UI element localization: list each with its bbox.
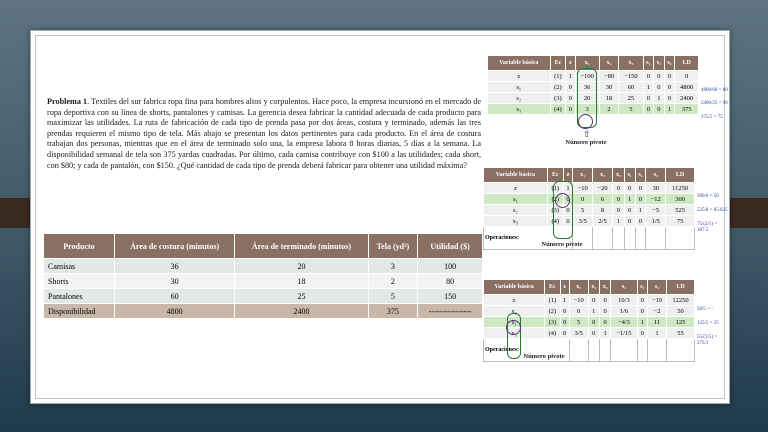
- cell: −1/15: [611, 328, 637, 339]
- cell: 100: [418, 259, 483, 274]
- cell: 1: [637, 317, 647, 328]
- cell: 10/3: [611, 295, 637, 306]
- cell: 0: [612, 194, 624, 205]
- cell: (2): [545, 306, 560, 317]
- tableau-row: [484, 183, 695, 194]
- cell: Disponibilidad: [44, 304, 115, 319]
- cell: 3: [368, 259, 418, 274]
- cell: 50: [667, 306, 695, 317]
- cell: 0: [643, 93, 654, 104]
- cell: 3: [575, 104, 599, 115]
- cell: x₃: [484, 328, 545, 339]
- tableau-row: [488, 71, 699, 82]
- ratio-note: 2400/25 = 96: [701, 101, 728, 106]
- cell: Camisas: [44, 259, 115, 274]
- col-header: x₃: [612, 168, 624, 183]
- col-header: x₁: [575, 56, 599, 71]
- cell: 0: [588, 317, 599, 328]
- operations-cell: [646, 227, 666, 250]
- cell: 0: [624, 216, 635, 227]
- cell: 2: [599, 104, 618, 115]
- ratio-note: 75/(2/5) = 187.5: [697, 222, 718, 233]
- tableau-header: [488, 56, 699, 71]
- ratio-note: 50/5 = −: [697, 307, 715, 312]
- operations-label: Operaciones:: [484, 339, 570, 362]
- cell: −150: [619, 71, 643, 82]
- cell: 20: [575, 93, 599, 104]
- cell: 0: [654, 71, 665, 82]
- cell: 60: [619, 82, 643, 93]
- col-header: LD: [675, 56, 699, 71]
- product-data-table: [43, 233, 483, 319]
- simplex-tableau-1: [487, 55, 699, 115]
- cell: (3): [547, 205, 563, 216]
- cell: 2/5: [593, 216, 613, 227]
- cell: 11250: [666, 183, 695, 194]
- operations-row: [484, 227, 695, 250]
- cell: 0: [643, 71, 654, 82]
- cell: 36: [114, 259, 234, 274]
- pivot-label: Número pivote: [565, 139, 607, 146]
- cell: 1/5: [646, 216, 666, 227]
- cell: (4): [545, 328, 560, 339]
- cell: s₁: [488, 82, 551, 93]
- pivot-label: Número pivote: [541, 241, 583, 248]
- cell: −10: [647, 295, 666, 306]
- cell: (4): [550, 104, 566, 115]
- col-header: LD: [667, 280, 695, 295]
- col-header: s₃: [646, 168, 666, 183]
- cell: −12: [646, 194, 666, 205]
- cell: s₁: [484, 194, 548, 205]
- col-header: s₂: [654, 56, 665, 71]
- cell: 1: [566, 71, 575, 82]
- cell: 4800: [675, 82, 699, 93]
- cell: 25: [235, 289, 368, 304]
- cell: 3/5: [573, 216, 593, 227]
- cell: 0: [560, 328, 569, 339]
- cell: 1/6: [611, 306, 637, 317]
- cell: 0: [624, 183, 635, 194]
- cell: −80: [599, 71, 618, 82]
- cell: 5: [569, 317, 588, 328]
- col-header: Variable básica: [484, 168, 548, 183]
- cell: 0: [635, 216, 646, 227]
- table-row: [44, 289, 483, 304]
- col-header: x₃: [619, 56, 643, 71]
- operations-cell: [635, 227, 646, 250]
- col-header: s₂: [637, 280, 647, 295]
- cell: 0: [643, 104, 654, 115]
- cell: 0: [563, 194, 572, 205]
- cell: (2): [550, 82, 566, 93]
- cell: 4800: [114, 304, 234, 319]
- cell: 0: [588, 295, 599, 306]
- cell: s₂: [484, 317, 545, 328]
- tableau-row: [484, 216, 695, 227]
- cell: 0: [566, 82, 575, 93]
- cell: −4/3: [611, 317, 637, 328]
- col-header: x₂: [593, 168, 613, 183]
- ratio-note: 525/8 = 65.625: [697, 208, 728, 213]
- cell: z: [488, 71, 551, 82]
- tableau-row: [484, 317, 695, 328]
- tableau-row: [484, 194, 695, 205]
- cell: 1: [664, 104, 675, 115]
- ratio-note: 125/5 = 25: [697, 321, 719, 326]
- col-header: LD: [666, 168, 695, 183]
- operations-cell: [624, 227, 635, 250]
- cell: 80: [418, 274, 483, 289]
- col-header: x₂: [599, 56, 618, 71]
- cell: (1): [550, 71, 566, 82]
- cell: (2): [547, 194, 563, 205]
- cell: 0: [654, 104, 665, 115]
- cell: 0: [560, 306, 569, 317]
- cell: 5: [368, 289, 418, 304]
- cell: 525: [666, 205, 695, 216]
- right-band: [724, 198, 768, 228]
- cell: (3): [550, 93, 566, 104]
- cell: 0: [599, 317, 610, 328]
- cell: 375: [675, 104, 699, 115]
- cell: 0: [612, 183, 624, 194]
- table-row: [44, 259, 483, 274]
- tableau-row: [484, 306, 695, 317]
- col-header: Ec: [545, 280, 560, 295]
- tableau-row: [488, 82, 699, 93]
- col-header: s₃: [647, 280, 666, 295]
- cell: 1: [654, 93, 665, 104]
- col-header: Variable básica: [484, 280, 545, 295]
- cell: 0: [654, 82, 665, 93]
- cell: −10: [569, 295, 588, 306]
- cell: 0: [569, 306, 588, 317]
- cell: 2400: [235, 304, 368, 319]
- cell: 0: [563, 216, 572, 227]
- cell: −5: [646, 205, 666, 216]
- cell: 0: [624, 205, 635, 216]
- tableau-row: [488, 93, 699, 104]
- col-header: Producto: [44, 234, 115, 259]
- cell: 0: [664, 71, 675, 82]
- tableau-header: [484, 280, 695, 295]
- tableau-row: [484, 295, 695, 306]
- cell: 5: [573, 205, 593, 216]
- col-header: s₁: [643, 56, 654, 71]
- cell: 55: [667, 328, 695, 339]
- operations-cell: [593, 227, 613, 250]
- cell: 0: [637, 306, 647, 317]
- operations-cell: [569, 339, 588, 362]
- cell: 1: [624, 194, 635, 205]
- operations-cell: [666, 227, 695, 250]
- cell: 30: [646, 183, 666, 194]
- col-header: x₁: [573, 168, 593, 183]
- cell: (4): [547, 216, 563, 227]
- tableau-row: [488, 104, 699, 115]
- cell: (1): [547, 183, 563, 194]
- problem-statement: [47, 97, 481, 171]
- col-header: s₂: [635, 168, 646, 183]
- up-arrow-icon: ⇧: [583, 129, 591, 139]
- operations-cell: [612, 227, 624, 250]
- ratio-note: 55/(3/5) = 275/3: [697, 335, 718, 346]
- cell: ----------------: [418, 304, 483, 319]
- cell: z: [484, 183, 548, 194]
- cell: 0: [573, 194, 593, 205]
- cell: 25: [619, 93, 643, 104]
- col-header: x₁: [569, 280, 588, 295]
- cell: 1: [635, 205, 646, 216]
- cell: 2400: [675, 93, 699, 104]
- cell: 11: [647, 317, 666, 328]
- cell: 0: [675, 71, 699, 82]
- col-header: z: [566, 56, 575, 71]
- cell: 0: [563, 205, 572, 216]
- col-header: s₁: [624, 168, 635, 183]
- cell: 150: [418, 289, 483, 304]
- cell: (3): [545, 317, 560, 328]
- cell: 1: [563, 183, 572, 194]
- cell: 0: [566, 93, 575, 104]
- operations-row: [484, 339, 695, 362]
- operations-label: Operaciones:: [484, 227, 573, 250]
- cell: 3/5: [569, 328, 588, 339]
- cell: 0: [566, 104, 575, 115]
- cell: 18: [599, 93, 618, 104]
- cell: Shorts: [44, 274, 115, 289]
- pivot-label: Número pivote: [523, 353, 565, 360]
- col-header: Área de costura (minutos): [114, 234, 234, 259]
- cell: 125: [667, 317, 695, 328]
- col-header: Tela (yd²): [368, 234, 418, 259]
- cell: −100: [575, 71, 599, 82]
- cell: 0: [637, 328, 647, 339]
- tableau-header: [484, 168, 695, 183]
- operations-cell: [637, 339, 647, 362]
- col-header: Ec: [550, 56, 566, 71]
- col-header: x₂: [588, 280, 599, 295]
- col-header: x₃: [599, 280, 610, 295]
- cell: 20: [235, 259, 368, 274]
- simplex-tableau-3: [483, 279, 695, 362]
- tableau-row: [484, 328, 695, 339]
- cell: s₃: [488, 104, 551, 115]
- problem-label: Problema 1: [47, 97, 88, 106]
- operations-cell: [647, 339, 666, 362]
- cell: 8: [593, 205, 613, 216]
- cell: 375: [368, 304, 418, 319]
- cell: 0: [588, 328, 599, 339]
- col-header: Variable básica: [488, 56, 551, 71]
- simplex-tableau-2: [483, 167, 695, 250]
- cell: 1: [643, 82, 654, 93]
- cell: 30: [599, 82, 618, 93]
- cell: 2: [368, 274, 418, 289]
- cell: s₂: [484, 205, 548, 216]
- col-header: Utilidad ($): [418, 234, 483, 259]
- cell: Pantalones: [44, 289, 115, 304]
- cell: −20: [593, 183, 613, 194]
- cell: 300: [666, 194, 695, 205]
- cell: x₃: [484, 216, 548, 227]
- table-row-availability: [44, 304, 483, 319]
- slide: [30, 30, 730, 404]
- cell: 0: [664, 82, 675, 93]
- cell: 30: [114, 274, 234, 289]
- col-header: z: [560, 280, 569, 295]
- col-header: Área de terminado (minutos): [235, 234, 368, 259]
- cell: 0: [599, 306, 610, 317]
- cell: 0: [560, 317, 569, 328]
- cell: 36: [575, 82, 599, 93]
- cell: 60: [114, 289, 234, 304]
- col-header: s₁: [611, 280, 637, 295]
- col-header: s₃: [664, 56, 675, 71]
- col-header: Ec: [547, 168, 563, 183]
- cell: 1: [599, 328, 610, 339]
- cell: 0: [635, 194, 646, 205]
- cell: 6: [593, 194, 613, 205]
- ratio-note: 375/5 = 75: [701, 115, 723, 120]
- cell: 75: [666, 216, 695, 227]
- ratio-note: 4800/60 = 80: [701, 88, 728, 93]
- cell: −10: [573, 183, 593, 194]
- product-table-header: [44, 234, 483, 259]
- cell: s₂: [488, 93, 551, 104]
- col-header: z: [563, 168, 572, 183]
- cell: 18: [235, 274, 368, 289]
- cell: (1): [545, 295, 560, 306]
- cell: 1: [588, 306, 599, 317]
- cell: 0: [599, 295, 610, 306]
- operations-cell: [611, 339, 637, 362]
- cell: 1: [612, 216, 624, 227]
- cell: 0: [664, 93, 675, 104]
- operations-cell: [667, 339, 695, 362]
- cell: x₂: [484, 306, 545, 317]
- cell: 5: [619, 104, 643, 115]
- cell: −2: [647, 306, 666, 317]
- cell: 0: [637, 295, 647, 306]
- operations-cell: [599, 339, 610, 362]
- ratio-note: 300/6 = 50: [697, 194, 719, 199]
- problem-text: . Textiles del sur fabrica ropa fina para hombres altos y corpulentos. Hace poco, la empresa incursionó en el mercado de ropa deportiva con su línea de shorts, pantalones y camisas. La gerencia desea fabricar la cantidad adecuada de cada producto para maximizar las utilidades. La ruta de fabricación de cada tipo de prenda pasa por dos áreas, costura y terminado, además las tres prendas requieren el mismo tipo de tela. Más abajo se presentan los datos pertinentes para cada producto. En el área de costura trabajan dos personas, mientras que en el área de terminado solo una, la empresa labora 8 horas diarias, 5 días a la semana. La disponibilidad semanal de tela son 375 yardas cuadradas. Por último, cada camisa contribuye con $100 a las utilidades; cada short, con $80; y cada de pantalón, con $150. ¿Qué cantidad de cada tipo de prenda deberá fabricar para obtener una utilidad máxima?: [47, 97, 481, 170]
- tableau-row: [484, 205, 695, 216]
- cell: 0: [635, 183, 646, 194]
- cell: 1: [560, 295, 569, 306]
- cell: z: [484, 295, 545, 306]
- cell: 12250: [667, 295, 695, 306]
- left-band: [0, 198, 30, 228]
- cell: 1: [647, 328, 666, 339]
- cell: 0: [612, 205, 624, 216]
- operations-cell: [588, 339, 599, 362]
- table-row: [44, 274, 483, 289]
